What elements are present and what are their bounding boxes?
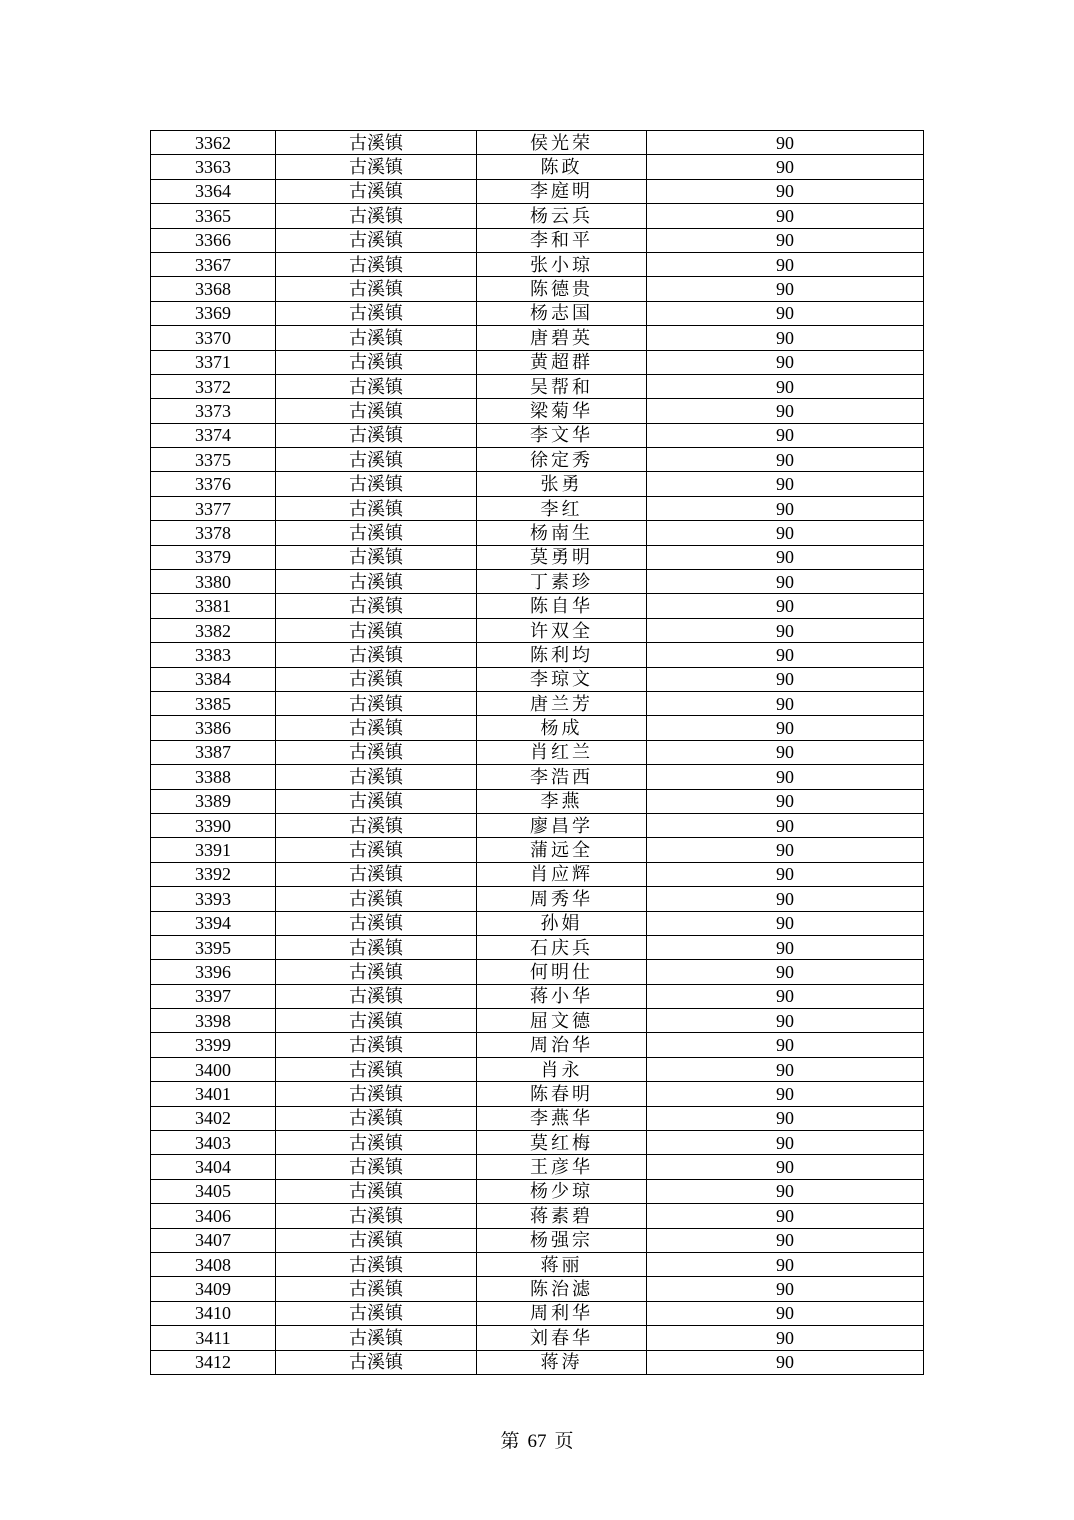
value-cell: 90: [647, 1106, 924, 1130]
value-cell: 90: [647, 1277, 924, 1301]
name-cell: 肖红兰: [477, 740, 647, 764]
row-number-cell: 3381: [151, 594, 276, 618]
row-number-cell: 3404: [151, 1155, 276, 1179]
value-cell: 90: [647, 960, 924, 984]
row-number-cell: 3382: [151, 618, 276, 642]
name-cell: 李庭明: [477, 179, 647, 203]
table-row: [151, 1301, 924, 1325]
town-cell: 古溪镇: [276, 472, 477, 496]
value-cell: 90: [647, 252, 924, 276]
table-row: [151, 204, 924, 228]
name-cell: 孙娟: [477, 911, 647, 935]
name-cell: 蒋小华: [477, 984, 647, 1008]
row-number-cell: 3375: [151, 448, 276, 472]
town-cell: 古溪镇: [276, 862, 477, 886]
town-cell: 古溪镇: [276, 1228, 477, 1252]
town-cell: 古溪镇: [276, 984, 477, 1008]
value-cell: 90: [647, 887, 924, 911]
town-cell: 古溪镇: [276, 570, 477, 594]
row-number-cell: 3391: [151, 838, 276, 862]
value-cell: 90: [647, 521, 924, 545]
row-number-cell: 3401: [151, 1082, 276, 1106]
table-row: [151, 545, 924, 569]
row-number-cell: 3399: [151, 1033, 276, 1057]
value-cell: 90: [647, 740, 924, 764]
value-cell: 90: [647, 1228, 924, 1252]
town-cell: 古溪镇: [276, 350, 477, 374]
town-cell: 古溪镇: [276, 1155, 477, 1179]
row-number-cell: 3400: [151, 1057, 276, 1081]
value-cell: 90: [647, 765, 924, 789]
row-number-cell: 3379: [151, 545, 276, 569]
town-cell: 古溪镇: [276, 935, 477, 959]
value-cell: 90: [647, 911, 924, 935]
name-cell: 陈德贵: [477, 277, 647, 301]
row-number-cell: 3407: [151, 1228, 276, 1252]
value-cell: 90: [647, 716, 924, 740]
value-cell: 90: [647, 691, 924, 715]
value-cell: 90: [647, 326, 924, 350]
town-cell: 古溪镇: [276, 1179, 477, 1203]
town-cell: 古溪镇: [276, 618, 477, 642]
value-cell: 90: [647, 1326, 924, 1350]
name-cell: 唐碧英: [477, 326, 647, 350]
row-number-cell: 3377: [151, 496, 276, 520]
table-row: [151, 1106, 924, 1130]
row-number-cell: 3402: [151, 1106, 276, 1130]
name-cell: 肖永: [477, 1057, 647, 1081]
table-row: [151, 960, 924, 984]
name-cell: 李燕华: [477, 1106, 647, 1130]
name-cell: 蒋素碧: [477, 1204, 647, 1228]
town-cell: 古溪镇: [276, 1204, 477, 1228]
name-cell: 蒋丽: [477, 1252, 647, 1276]
value-cell: 90: [647, 1350, 924, 1374]
page-label-suffix: 页: [554, 1431, 574, 1452]
value-cell: 90: [647, 813, 924, 837]
page-label-prefix: 第: [500, 1431, 520, 1452]
table-row: [151, 252, 924, 276]
table-row: [151, 643, 924, 667]
table-row: [151, 716, 924, 740]
value-cell: 90: [647, 204, 924, 228]
row-number-cell: 3390: [151, 813, 276, 837]
table-row: [151, 667, 924, 691]
table-row: [151, 1252, 924, 1276]
town-cell: 古溪镇: [276, 838, 477, 862]
row-number-cell: 3369: [151, 301, 276, 325]
name-cell: 陈政: [477, 155, 647, 179]
name-cell: 屈文德: [477, 1009, 647, 1033]
row-number-cell: 3384: [151, 667, 276, 691]
table-row: [151, 179, 924, 203]
town-cell: 古溪镇: [276, 716, 477, 740]
name-cell: 蒋涛: [477, 1350, 647, 1374]
name-cell: 何明仕: [477, 960, 647, 984]
value-cell: 90: [647, 862, 924, 886]
table-row: [151, 496, 924, 520]
town-cell: 古溪镇: [276, 399, 477, 423]
town-cell: 古溪镇: [276, 252, 477, 276]
value-cell: 90: [647, 277, 924, 301]
row-number-cell: 3368: [151, 277, 276, 301]
row-number-cell: 3373: [151, 399, 276, 423]
town-cell: 古溪镇: [276, 496, 477, 520]
value-cell: 90: [647, 643, 924, 667]
name-cell: 张小琼: [477, 252, 647, 276]
row-number-cell: 3387: [151, 740, 276, 764]
row-number-cell: 3366: [151, 228, 276, 252]
name-cell: 廖昌学: [477, 813, 647, 837]
value-cell: 90: [647, 496, 924, 520]
table-row: [151, 423, 924, 447]
town-cell: 古溪镇: [276, 691, 477, 715]
town-cell: 古溪镇: [276, 277, 477, 301]
row-number-cell: 3406: [151, 1204, 276, 1228]
town-cell: 古溪镇: [276, 131, 477, 155]
town-cell: 古溪镇: [276, 643, 477, 667]
table-row: [151, 1179, 924, 1203]
row-number-cell: 3380: [151, 570, 276, 594]
name-cell: 侯光荣: [477, 131, 647, 155]
town-cell: 古溪镇: [276, 301, 477, 325]
town-cell: 古溪镇: [276, 594, 477, 618]
value-cell: 90: [647, 1301, 924, 1325]
value-cell: 90: [647, 1057, 924, 1081]
row-number-cell: 3410: [151, 1301, 276, 1325]
town-cell: 古溪镇: [276, 204, 477, 228]
row-number-cell: 3385: [151, 691, 276, 715]
value-cell: 90: [647, 374, 924, 398]
table-row: [151, 740, 924, 764]
name-cell: 陈春明: [477, 1082, 647, 1106]
town-cell: 古溪镇: [276, 911, 477, 935]
value-cell: 90: [647, 594, 924, 618]
town-cell: 古溪镇: [276, 1301, 477, 1325]
town-cell: 古溪镇: [276, 1082, 477, 1106]
row-number-cell: 3363: [151, 155, 276, 179]
table-row: [151, 350, 924, 374]
table-row: [151, 374, 924, 398]
value-cell: 90: [647, 399, 924, 423]
name-cell: 徐定秀: [477, 448, 647, 472]
row-number-cell: 3364: [151, 179, 276, 203]
row-number-cell: 3403: [151, 1131, 276, 1155]
town-cell: 古溪镇: [276, 667, 477, 691]
value-cell: 90: [647, 228, 924, 252]
name-cell: 杨成: [477, 716, 647, 740]
table-row: [151, 155, 924, 179]
row-number-cell: 3405: [151, 1179, 276, 1203]
value-cell: 90: [647, 984, 924, 1008]
row-number-cell: 3395: [151, 935, 276, 959]
table-row: [151, 1033, 924, 1057]
town-cell: 古溪镇: [276, 1106, 477, 1130]
name-cell: 杨少琼: [477, 1179, 647, 1203]
row-number-cell: 3393: [151, 887, 276, 911]
table-row: [151, 521, 924, 545]
value-cell: 90: [647, 1033, 924, 1057]
town-cell: 古溪镇: [276, 179, 477, 203]
name-cell: 杨强宗: [477, 1228, 647, 1252]
value-cell: 90: [647, 545, 924, 569]
town-cell: 古溪镇: [276, 1009, 477, 1033]
name-cell: 李红: [477, 496, 647, 520]
row-number-cell: 3378: [151, 521, 276, 545]
row-number-cell: 3362: [151, 131, 276, 155]
town-cell: 古溪镇: [276, 374, 477, 398]
town-cell: 古溪镇: [276, 521, 477, 545]
table-row: [151, 862, 924, 886]
value-cell: 90: [647, 350, 924, 374]
name-cell: 王彦华: [477, 1155, 647, 1179]
value-cell: 90: [647, 423, 924, 447]
table-row: [151, 1082, 924, 1106]
value-cell: 90: [647, 838, 924, 862]
row-number-cell: 3386: [151, 716, 276, 740]
name-cell: 陈利均: [477, 643, 647, 667]
name-cell: 莫勇明: [477, 545, 647, 569]
name-cell: 吴帮和: [477, 374, 647, 398]
name-cell: 唐兰芳: [477, 691, 647, 715]
town-cell: 古溪镇: [276, 887, 477, 911]
name-cell: 黄超群: [477, 350, 647, 374]
row-number-cell: 3392: [151, 862, 276, 886]
row-number-cell: 3367: [151, 252, 276, 276]
name-cell: 丁素珍: [477, 570, 647, 594]
row-number-cell: 3372: [151, 374, 276, 398]
table-row: [151, 131, 924, 155]
table-row: [151, 1009, 924, 1033]
table-row: [151, 1155, 924, 1179]
name-cell: 张勇: [477, 472, 647, 496]
town-cell: 古溪镇: [276, 155, 477, 179]
table-row: [151, 789, 924, 813]
name-cell: 李琼文: [477, 667, 647, 691]
town-cell: 古溪镇: [276, 1057, 477, 1081]
town-cell: 古溪镇: [276, 960, 477, 984]
table-row: [151, 618, 924, 642]
table-row: [151, 838, 924, 862]
town-cell: 古溪镇: [276, 1131, 477, 1155]
table-row: [151, 765, 924, 789]
value-cell: 90: [647, 789, 924, 813]
row-number-cell: 3383: [151, 643, 276, 667]
value-cell: 90: [647, 155, 924, 179]
table-row: [151, 691, 924, 715]
table-row: [151, 228, 924, 252]
value-cell: 90: [647, 472, 924, 496]
table-row: [151, 887, 924, 911]
value-cell: 90: [647, 935, 924, 959]
town-cell: 古溪镇: [276, 545, 477, 569]
name-cell: 杨志国: [477, 301, 647, 325]
roster-table: [150, 130, 924, 1375]
town-cell: 古溪镇: [276, 1252, 477, 1276]
name-cell: 陈治滤: [477, 1277, 647, 1301]
name-cell: 周秀华: [477, 887, 647, 911]
value-cell: 90: [647, 131, 924, 155]
value-cell: 90: [647, 618, 924, 642]
table-row: [151, 813, 924, 837]
page-number: 67: [527, 1431, 547, 1452]
table-row: [151, 399, 924, 423]
row-number-cell: 3374: [151, 423, 276, 447]
name-cell: 刘春华: [477, 1326, 647, 1350]
row-number-cell: 3412: [151, 1350, 276, 1374]
town-cell: 古溪镇: [276, 813, 477, 837]
value-cell: 90: [647, 1179, 924, 1203]
row-number-cell: 3408: [151, 1252, 276, 1276]
row-number-cell: 3376: [151, 472, 276, 496]
value-cell: 90: [647, 1252, 924, 1276]
row-number-cell: 3397: [151, 984, 276, 1008]
town-cell: 古溪镇: [276, 1350, 477, 1374]
row-number-cell: 3398: [151, 1009, 276, 1033]
name-cell: 杨南生: [477, 521, 647, 545]
row-number-cell: 3389: [151, 789, 276, 813]
row-number-cell: 3411: [151, 1326, 276, 1350]
row-number-cell: 3370: [151, 326, 276, 350]
value-cell: 90: [647, 301, 924, 325]
table-row: [151, 301, 924, 325]
name-cell: 肖应辉: [477, 862, 647, 886]
name-cell: 蒲远全: [477, 838, 647, 862]
value-cell: 90: [647, 667, 924, 691]
table-row: [151, 448, 924, 472]
name-cell: 杨云兵: [477, 204, 647, 228]
table-row: [151, 472, 924, 496]
name-cell: 李和平: [477, 228, 647, 252]
table-row: [151, 984, 924, 1008]
name-cell: 许双全: [477, 618, 647, 642]
table-row: [151, 935, 924, 959]
table-row: [151, 911, 924, 935]
table-row: [151, 1057, 924, 1081]
name-cell: 李文华: [477, 423, 647, 447]
town-cell: 古溪镇: [276, 448, 477, 472]
table-row: [151, 326, 924, 350]
table-row: [151, 1228, 924, 1252]
table-row: [151, 1204, 924, 1228]
town-cell: 古溪镇: [276, 228, 477, 252]
value-cell: 90: [647, 570, 924, 594]
town-cell: 古溪镇: [276, 765, 477, 789]
town-cell: 古溪镇: [276, 423, 477, 447]
value-cell: 90: [647, 179, 924, 203]
row-number-cell: 3394: [151, 911, 276, 935]
name-cell: 周利华: [477, 1301, 647, 1325]
name-cell: 陈自华: [477, 594, 647, 618]
value-cell: 90: [647, 1204, 924, 1228]
row-number-cell: 3371: [151, 350, 276, 374]
name-cell: 李燕: [477, 789, 647, 813]
row-number-cell: 3388: [151, 765, 276, 789]
name-cell: 石庆兵: [477, 935, 647, 959]
row-number-cell: 3396: [151, 960, 276, 984]
town-cell: 古溪镇: [276, 1033, 477, 1057]
name-cell: 李浩西: [477, 765, 647, 789]
table-row: [151, 594, 924, 618]
row-number-cell: 3365: [151, 204, 276, 228]
town-cell: 古溪镇: [276, 1277, 477, 1301]
table-row: [151, 1350, 924, 1374]
town-cell: 古溪镇: [276, 326, 477, 350]
value-cell: 90: [647, 1155, 924, 1179]
table-row: [151, 1277, 924, 1301]
value-cell: 90: [647, 448, 924, 472]
value-cell: 90: [647, 1009, 924, 1033]
row-number-cell: 3409: [151, 1277, 276, 1301]
name-cell: 梁菊华: [477, 399, 647, 423]
town-cell: 古溪镇: [276, 789, 477, 813]
town-cell: 古溪镇: [276, 740, 477, 764]
roster-table-body: [151, 131, 924, 1375]
table-row: [151, 1326, 924, 1350]
table-row: [151, 570, 924, 594]
value-cell: 90: [647, 1082, 924, 1106]
name-cell: 周治华: [477, 1033, 647, 1057]
table-row: [151, 1131, 924, 1155]
table-row: [151, 277, 924, 301]
value-cell: 90: [647, 1131, 924, 1155]
town-cell: 古溪镇: [276, 1326, 477, 1350]
name-cell: 莫红梅: [477, 1131, 647, 1155]
page-footer: [0, 1430, 1074, 1454]
